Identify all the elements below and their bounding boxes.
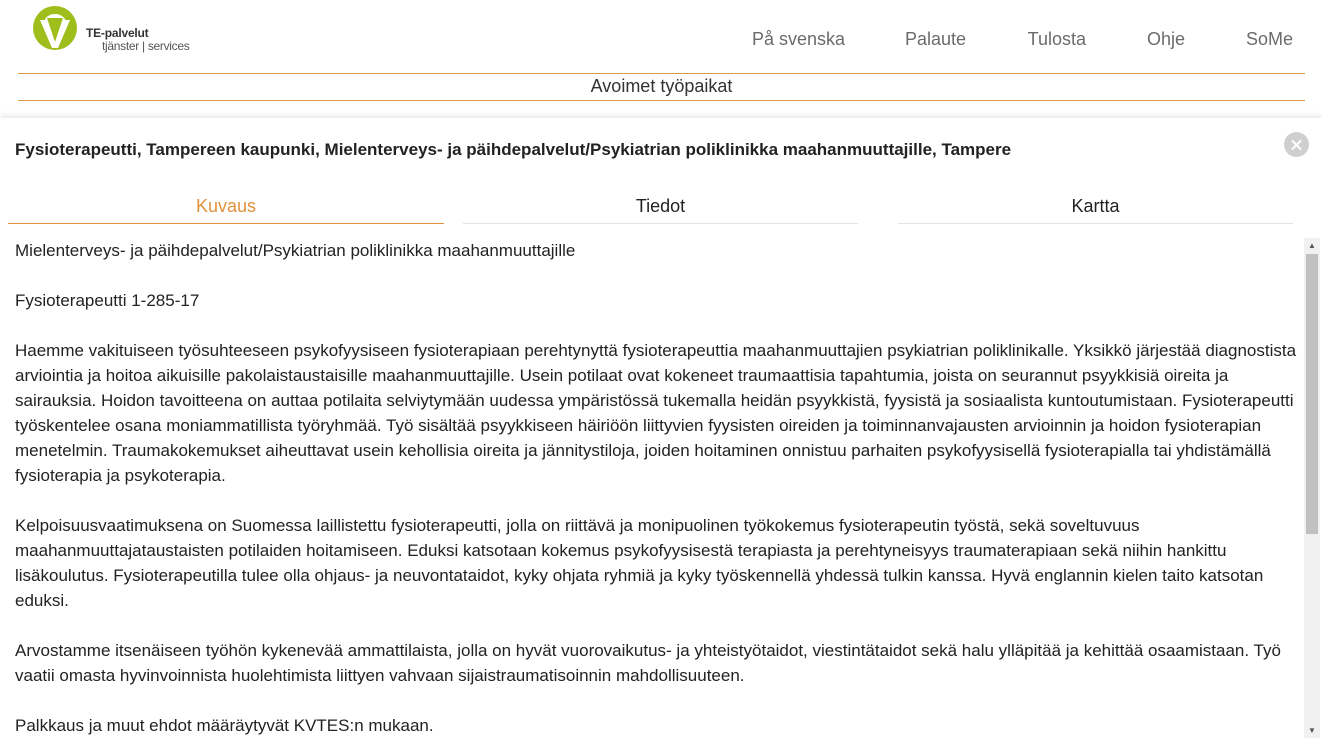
job-description [15,238,1300,740]
scroll-up-arrow-icon[interactable]: ▲ [1308,241,1316,250]
section-top-divider [18,73,1305,74]
nav-link-print[interactable]: Tulosta [1027,29,1086,49]
scroll-down-arrow-icon[interactable]: ▼ [1308,726,1316,735]
description-paragraph: Kelpoisuusvaatimuksena on Suomessa laillistettu fysioterapeutti, jolla on riittävä ja monipuolinen työkokemus fysioterapeutin työstä, sekä soveltuvuus maahanmuuttajataustaisten potilaiden hoitamiseen. Eduksi katsotaan kokemus psykofyysisestä terapiasta ja perehtyneisyys traumaterapiaan sekä niihin hankittu lisäkoulutus. Fysioterapeutilla tulee olla ohjaus- ja neuvontataidot, kyky ohjata ryhmiä ja kyky työskennellä yhdessä tulkin kanssa. Hyvä englannin kielen taito katsotan eduksi. [15,516,1264,610]
description-paragraph: Fysioterapeutti 1-285-17 [15,291,200,310]
nav-link-feedback[interactable]: Palaute [904,29,966,49]
logo[interactable] [30,4,230,54]
close-icon[interactable] [1284,132,1309,157]
section-bottom-divider [18,100,1305,101]
nav-link-swedish[interactable]: På svenska [751,29,845,49]
tab-map[interactable]: Kartta [898,196,1293,224]
description-paragraph: Mielenterveys- ja päihdepalvelut/Psykiatrian poliklinikka maahanmuuttajille [15,241,576,260]
nav-link-social-media[interactable]: SoMe [1245,29,1293,49]
scrollbar-thumb[interactable] [1306,254,1318,534]
tab-details[interactable]: Tiedot [463,196,858,224]
section-title: Avoimet työpaikat [590,76,733,96]
te-palvelut-logo-icon [30,4,82,54]
vertical-scrollbar[interactable] [1304,238,1320,738]
nav-link-help[interactable]: Ohje [1146,29,1185,49]
tab-description[interactable]: Kuvaus [8,196,444,224]
header [0,0,1322,74]
job-title: Fysioterapeutti, Tampereen kaupunki, Mielenterveys- ja päihdepalvelut/Psykiatrian poliklinikka maahanmuuttajille, Tampere [15,140,1012,159]
description-paragraph: Haemme vakituiseen työsuhteeseen psykofyysiseen fysioterapiaan perehtynyttä fysioterapeuttia maahanmuuttajien psykiatrian poliklinikalle. Yksikkö järjestää diagnostista arviointia ja hoitoa aikuisille pakolaistaustaisille maahanmuuttajille. Usein potilaat ovat kokeneet traumaattisia tapahtumia, joista on seurannut psyykkisiä oireita ja sairauksia. Hoidon tavoitteena on auttaa potilaita selviytymään uudessa ympäristössä tukemalla heidän psyykkistä, fyysistä ja sosiaalista kuntoutumistaan. Fysioterapeutti työskentelee osana moniammatillista työryhmää. Työ sisältää psyykkiseen häiriöön liittyvien fyysisten oireiden ja toiminnanvajausten arvioinnin ja hoidon fysioterapian menetelmin. Traumakokemukset aiheuttavat usein kehollisia oireita ja jännitystiloja, joiden hoitaminen onnistuu parhaiten psykofyysisellä fysioterapialla tai yhdistämällä fysioterapia ja psykoterapia. [15,341,1297,485]
description-paragraph: Arvostamme itsenäiseen työhön kykenevää ammattilaista, jolla on hyvät vuorovaikutus- ja yhteistyötaidot, viestintätaidot sekä halu ylläpitää ja kehittää osaamistaan. Työ vaatii omasta hyvinvoinnista huolehtimista liittyen vahvaan sijaistraumatisoinnin mahdollisuuteen. [15,641,1281,685]
logo-title: TE-palvelut [86,26,149,40]
description-paragraph: Palkkaus ja muut ehdot määräytyvät KVTES:n mukaan. [15,716,434,735]
job-detail-panel [0,118,1322,740]
logo-subtitle: tjänster | services [102,39,190,53]
